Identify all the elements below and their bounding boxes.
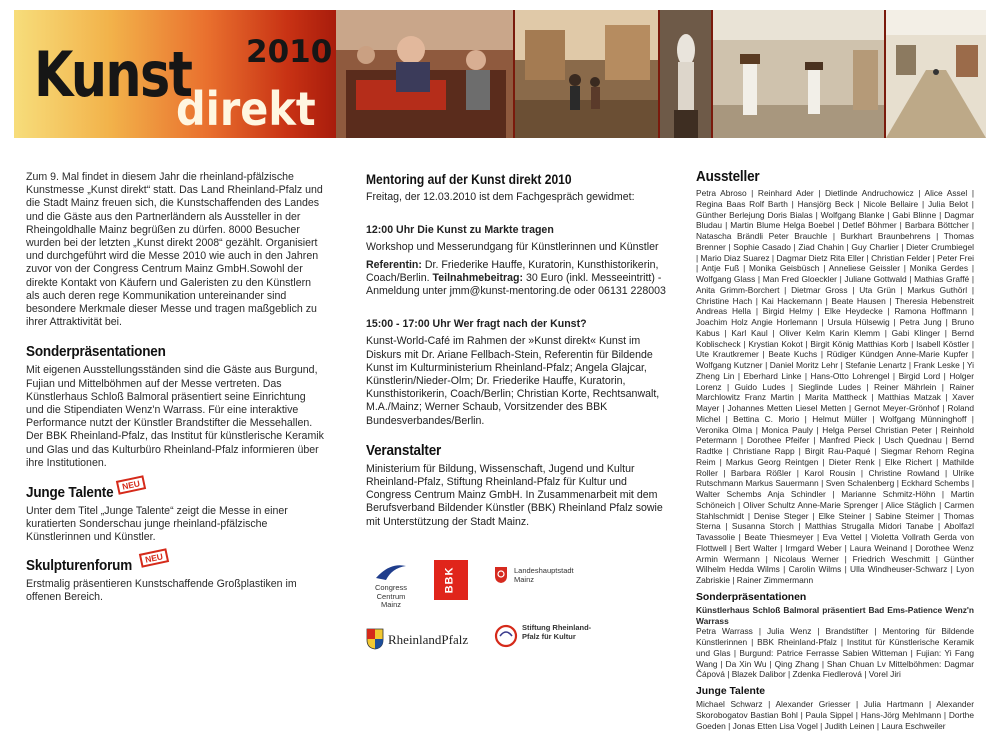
photo-exhibition-hall [515, 10, 658, 138]
session1-details [366, 259, 666, 299]
neu-badge: NEU [139, 548, 169, 568]
junge-talente-list: Michael Schwarz | Alexander Griesser | Julia Hartmann | Alexander Skorobogatov Bastian Bohl | Paula Sippel | Hans-Jörg Mehlmann | Dorthe Goeden | Jonas Etten Lisa Vogel | Judith Leinen | Laura Eschweiler [696, 699, 974, 731]
mainz-wheel-icon [494, 566, 508, 584]
heading-junge-talente-aussteller: Junge Talente [696, 686, 766, 697]
bbk-text: BBK [443, 566, 456, 594]
junge-talente-heading-row [26, 478, 324, 502]
junge-talente-paragraph: Unter dem Titel „Junge Talente“ zeigt die Messe in einer kuratierten Sonderschau junge rheinland-pfälzische Künstlerinnen und Künstler. [26, 505, 288, 544]
heading-veranstalter: Veranstalter [366, 441, 442, 459]
session2-description: Kunst-World-Café im Rahmen der »Kunst direkt« Kunst im Diskurs mit Dr. Ariane Fellbach-Stein, Referentin für Bildende Kunst im Kulturministerium Rheinland-Pfalz; Angela Glajcar, Künstlerin/Nieder-Olm; Dr. Friederike Hauffe, Kuratorin, Kunsthistorikerin, Coach/Berlin; Christian Korte, Rechtsanwalt, M.A./Mainz; Werner Schaub, Vorsitzender des BBK Bundesverbandes/Berlin. [366, 335, 660, 427]
column-aussteller [696, 168, 974, 731]
logo-bbk [434, 560, 468, 600]
logo-word-direkt: direkt [176, 82, 316, 136]
heading-skulpturenforum: Skulpturenforum [26, 556, 133, 574]
intro-paragraph: Zum 9. Mal findet in diesem Jahr die rheinland-pfälzische Kunstmesse „Kunst direkt“ statt. Das Land Rheinland-Pfalz und die Stadt Mainz freuen sich, die Kunstschaffenden des Landes und die Gäste aus den Partnerländern als Aussteller in der Rheingoldhalle Mainz begrüßen zu dürfen. 8000 Besucher wurden bei der letzten „Kunst direkt 2008“ gezählt. Organisiert und durchgeführt wird die Messe 2010 wie auch in den Jahren zuvor von der Congress Centrum Mainz GmbH.Sowohl der direkte Kontakt von Käufern und Galeristen zu den Künstlern als auch deren rege Kommunikation untereinander sind besondere Merkmale dieser Messe und tragen maßgeblich zu ihrer Attraktivität bei. [26, 171, 323, 329]
photo-corridor [886, 10, 986, 138]
header-banner [14, 10, 986, 138]
logo-word-kunst: Kunst [34, 38, 192, 111]
neu-badge: NEU [116, 475, 146, 495]
sonder-paragraph: Mit eigenen Ausstellungsständen sind die Gäste aus Burgund, Fujian und Mittelböhmen auf der Messe vertreten. Das Künstlerhaus Schloß Balmoral präsentiert seine Einrichtung und die Stipendiaten Wenz'n Warrass. Für eine interaktive Performance nutzt der Künstler Brandstifter die Messehallen. Der BBK Rheinland-Pfalz, das Institut für künstlerische Keramik und Glas und das Kulturbüro Rheinland-Pfalz informieren über ihre Institutionen. [26, 364, 324, 469]
photo-sculpture [660, 10, 711, 138]
veranstalter-paragraph: Ministerium für Bildung, Wissenschaft, Jugend und Kultur Rheinland-Pfalz, Stiftung Rheinland-Pfalz für Kultur und Congress Centrum Mainz GmbH. In Zusammenarbeit mit dem Berufsverband Bildender Künstler (BBK) Rheinland Pfalz sowie mit Unterstützung der Stadt Mainz. [366, 462, 663, 528]
ccm-swoosh-icon [372, 560, 410, 584]
session2-title: 15:00 - 17:00 Uhr Wer fragt nach der Kunst? [366, 318, 587, 331]
heading-sonder-aussteller: Sonderpräsentationen [696, 591, 807, 603]
rlp-coat-of-arms-icon [366, 628, 384, 650]
photo-printmaking [336, 10, 513, 138]
logo-year: 2010 [246, 34, 333, 70]
heading-junge-talente: Junge Talente [26, 484, 114, 502]
rlp-text: RheinlandPfalz [388, 632, 469, 647]
aussteller-list: Petra Abroso | Reinhard Ader | Dietlinde Andruchowicz | Alice Assel | Regina Baas Rolf Barth | Hansjörg Beck | Nicole Bellaire | Julia Belot | Günther Berlejung Doris Bialas | Wolfgang Blanke | Gabi Blinne | Dagmar Bludau | Martin Blume Helga Boebel | Detlef Böhmer | Barbara Böttcher | Natascha Brändli Peter Brauchle | Burkhart Braunbehrens | Thomas Brenner | Sophie Casado | Ziad Chahin | Guy Charlier | Dieter Crumbiegel | Mario Diaz Suarez | Dagmar Dietz Rita Eller | Christian Felder | Peter Frei | Antje Fuß | Monika Geisbüsch | Anneliese Geissler | Monika Gerdes | Wolfgang Glass | Man Fred Gloeckler | Juliane Gottwald | Mathias Graffé | Anita Grimm-Borchert | Dietmar Gross | Uta Grün | Markus Guthörl | Christine Hach | Kai Hackemann | Beate Hausen | Theresia Hebenstreit Andreas Hella | Birgid Helmy | Elke Heydecke | Ramona Hoffmann | Joachim Holz Angie Horlemann | Ursula Hülsewig | Petra Jung | Bruno Kabus | Karl Kaul | Oliver Kelm Karin Klemm | Gabi Klinger | Bernd Koblischeck | Krystian Kokot | Birgit König Matthias Korb | Isabell Köstler | Ute Krautkremer | Beate Kuchs | Rüdiger Kündgen Anne-Marie Kupfer | Wolfgang Kutzner | Daniel Moritz Lehr | Stefanie Lenartz | Frank Leske | Yi Zheng Lin | Eberhard Linke | Hans-Otto Lohrengel | Birgid Lord | Holger Lorenz | Guido Ludes | Sieglinde Ludes | Reiner Mährlein | Rainer Marchlowitz Franz Martin | Marita Mattheck | Matthias Matzak | Xaver Mayer | Johannes Metten Liesel Metten | Gernot Meyer-Grönhof | Roland Michel | Bettina C. Morio | Helmut Müller | Wolfgang Münninghoff | Veronika Olma | Monica Pauly | Helga Persel Christian Peter | Reinhold Petermann | Dorothee Pfeifer | Manfred Pieck | Usch Quednau | Bernd Radtke | Christiane Rapp | Birgit Rau-Paqué | Siegmar Rehorn Regina Reim | Markus Georg Reintgen | Dieter Renk | Elke Richert | Mathilde Roller | Barbara Rößler | Karol Rousin | Christine Rowland | Ulrike Rutschmann Markus Sauermann | Sven Schalenberg | Eckhard Schembs | Walter Schembs Anja Schindler | Marianne Schmitz-Höhn | Martin Schöneich | Oliver Schultz Anne-Marie Sprenger | Alice Stäglich | Carmen Stahlschmidt | Denise Steger | Elke Steiner | Sabine Steimer | Thomas Sterna | Susanna Storch | Matthias Strugalla Midori Tanabe | Abolfazl Tavassolie | Beate Thiesmeyer | Eva Vettel | Violetta Vollrath Gerda von Flottwell | Bert Walter | Irmgard Weber | Laura Weinand | Dorothee Wenz Armin Wermann | Nicolaus Werner | Friedrich Weschmitt | Günther Wilhelm Hedda Wilms | Carolin Wilms | Ulla Windheuser-Schwarz | Lyon Zabriskie | Rainer Zimmermann [696, 188, 974, 585]
sponsor-logos [366, 560, 666, 670]
referentin-label: Referentin: [366, 258, 422, 271]
fee-text: 30 Euro (inkl. Messeeintritt) - Anmeldung unter jmm@kunst-mentoring.de oder 06131 228003 [366, 271, 666, 298]
ccm-text: Congress Centrum Mainz [374, 583, 408, 609]
fee-label: Teilnahmebeitrag: [432, 271, 524, 284]
heading-sonderpraesentationen: Sonderpräsentationen [26, 343, 166, 361]
mentoring-date-line: Freitag, der 12.03.2010 ist dem Fachgespräch gewidmet: [366, 191, 635, 203]
sonder-aussteller-list: Petra Warrass | Julia Wenz | Brandstifter | Mentoring für Bildende Künstlerinnen | BBK Rheinland-Pfalz | Institut für Künstlerische Keramik und Glas | Burgund: Patrice Ferrasse Sabien Witteman | Fujian: Yi Fang Wang | Da Xin Wu | Qing Zhang | Shan Chuan Lv Mittelböhmen: Dagmar Čápová | Blazek Dalibor | Zdenka Fiedlerová | Vorel Jiri [696, 626, 974, 680]
session1-title: 12:00 Uhr Die Kunst zu Markte tragen [366, 224, 554, 237]
session1-description: Workshop und Messerundgang für Künstlerinnen und Künstler [366, 241, 659, 254]
photo-gallery-pedestals [713, 10, 884, 138]
column-mentoring [366, 168, 666, 529]
skulpturenforum-paragraph: Erstmalig präsentieren Kunstschaffende Großplastiken im offenen Bereich. [26, 577, 297, 603]
stiftung-circle-icon [494, 624, 518, 648]
logo-panel [14, 10, 336, 138]
mainz-text: Landeshauptstadt Mainz [514, 566, 574, 584]
skulpturenforum-heading-row [26, 550, 324, 574]
heading-mentoring: Mentoring auf der Kunst direkt 2010 [366, 172, 572, 187]
column-intro [26, 168, 324, 604]
referentin-text: Dr. Friederike Hauffe, Kuratorin, Kunsthistorikerin, Coach/Berlin. [366, 258, 659, 284]
logo-congress-centrum-mainz [366, 560, 426, 610]
sonder-bold-line: Künstlerhaus Schloß Balmoral präsentiert Bad Ems-Patience Wenz'n Warrass [696, 604, 974, 626]
stiftung-text: Stiftung Rheinland-Pfalz für Kultur [522, 623, 592, 641]
heading-aussteller: Aussteller [696, 168, 760, 185]
